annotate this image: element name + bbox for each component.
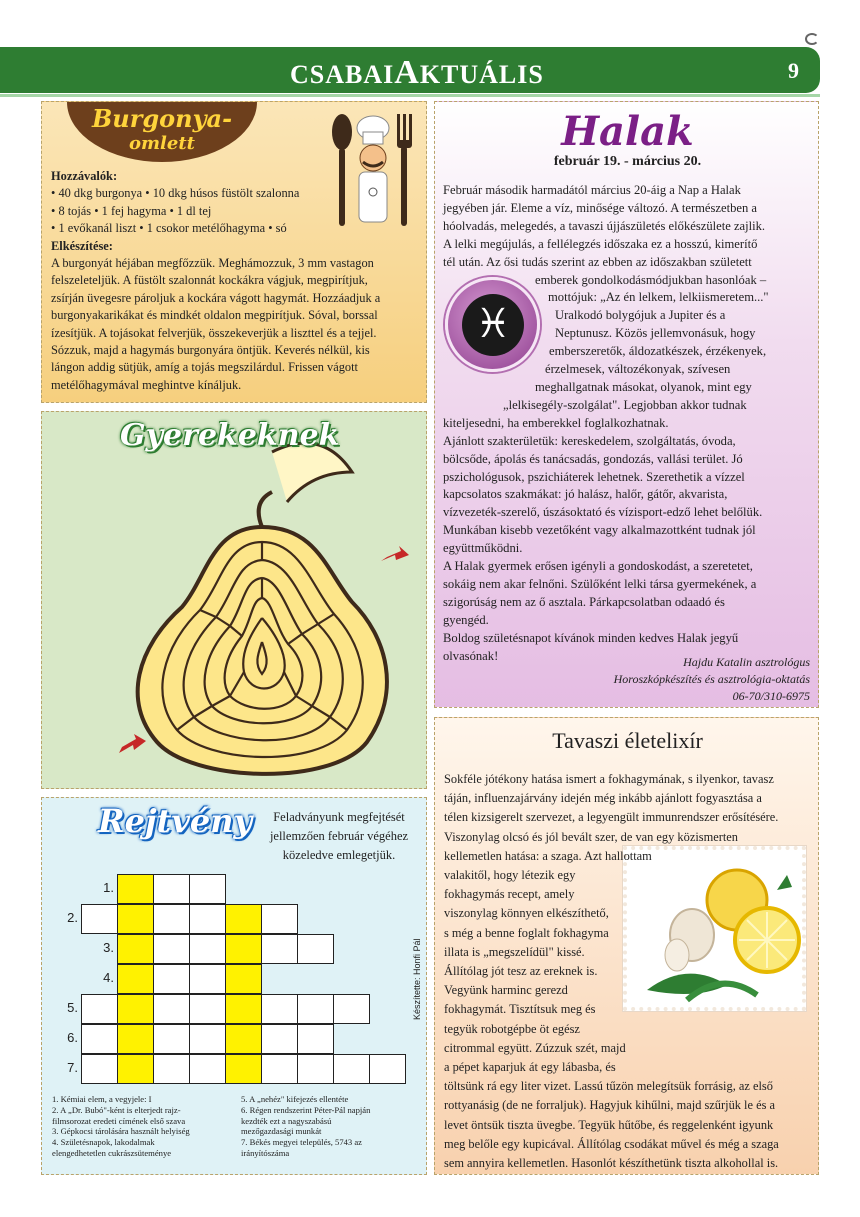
crossword-row-1 — [118, 874, 226, 904]
crossword-cell[interactable] — [81, 1054, 118, 1084]
horoscope-dates: február 19. - március 20. — [553, 154, 702, 169]
puzzle-intro: Feladványunk megfejtését jellemzően február végéhez közeledve emlegetjük. — [269, 810, 409, 862]
horoscope-line: kiteljesedni, ha emberekkel foglalkozhatnak. — [443, 415, 669, 430]
elixir-panel — [434, 717, 819, 1175]
recipe-title-line1: Burgonya- — [91, 104, 233, 133]
method-line: ízesítjük. A tojásokat felverjük, összekeverjük a liszttel és a tejjel. — [51, 325, 377, 340]
method-line: lángon addig sütjük, amíg a tojás megszilárdul. Frissen vágott — [51, 360, 358, 375]
crossword-cell[interactable] — [153, 994, 190, 1024]
clue-line: kezdték ezt a nagyszabású — [241, 1115, 332, 1126]
clues-right — [241, 1094, 421, 1159]
crossword-cell[interactable] — [225, 1054, 262, 1084]
horoscope-line: Ajánlott szakterületük: kereskedelem, szolgáltatás, óvoda, — [443, 433, 736, 448]
clue-line: filmsorozat eredeti címének első szava — [52, 1115, 186, 1126]
crossword-cell[interactable] — [153, 874, 190, 904]
crossword-cell[interactable] — [81, 994, 118, 1024]
crossword-cell[interactable] — [225, 964, 262, 994]
crossword-cell[interactable] — [153, 934, 190, 964]
crossword-cell[interactable] — [189, 874, 226, 904]
swirl-ornament-icon — [805, 33, 819, 45]
method-heading: Elkészítése: — [51, 238, 113, 253]
elixir-line: rottyanásig (de ne forraljuk). Hagyjuk kihűlni, majd szűrjük le és a — [444, 1098, 776, 1113]
page-number: 9 — [788, 58, 799, 83]
ingredient-line: • 1 evőkanál liszt • 1 csokor metélőhagyma • só — [51, 220, 421, 237]
horoscope-line: gyengéd. — [443, 612, 489, 627]
elixir-line: valakitől, hogy létezik egy — [444, 868, 576, 883]
crossword-cell[interactable] — [297, 1024, 334, 1054]
puzzle-title: Rejtvény — [98, 802, 253, 840]
horoscope-line: olvasónak! — [443, 648, 499, 663]
recipe-panel — [41, 101, 427, 403]
elixir-line: citrommal együtt. Zúzzuk szét, majd — [444, 1040, 626, 1055]
method-line: felszeleteljük. A füstölt szalonnát kockákra vágjuk, megpirítjuk, — [51, 273, 368, 288]
elixir-line: levet öntsük tiszta üvegbe. Tegyük hűtőbe, és reggelenként igyunk — [444, 1117, 774, 1132]
crossword-row-6 — [82, 1024, 334, 1054]
elixir-line: Vegyünk harminc gerezd — [444, 983, 568, 998]
horoscope-line: Február második harmadától március 20-áig a Nap a Halak — [443, 183, 741, 197]
horoscope-line: „lelkisegély-szolgálat". Legjobban akkor tudnak — [503, 397, 747, 412]
crossword-cell[interactable] — [297, 934, 334, 964]
elixir-line: Állítólag jót tesz az ereknek is. — [444, 964, 598, 979]
masthead — [290, 54, 544, 92]
signature-name: Hajdu Katalin asztrológus — [683, 655, 810, 669]
crossword-cell[interactable] — [261, 1054, 298, 1084]
masthead-part2-rest: KTUÁLIS — [419, 60, 544, 89]
clues-left — [52, 1094, 240, 1159]
clue-line: 5. A „nehéz" kifejezés ellentéte — [241, 1094, 349, 1104]
horoscope-line: tél után. Az ősi tudás szerint az ebben az időszakban született — [443, 254, 752, 269]
crossword-cell[interactable] — [333, 1054, 370, 1084]
horoscope-line: vízvezeték-szerelő, úszásoktató és vízisport-edző lehet belőlük. — [443, 505, 763, 520]
horoscope-line: érzelmesek, változékonyak, szívesen — [545, 362, 731, 377]
ingredients-heading: Hozzávalók: — [51, 169, 118, 183]
crossword-cell[interactable] — [117, 874, 154, 904]
signature-service: Horoszkópkészítés és asztrológia-oktatás — [613, 672, 810, 686]
horoscope-line: hóolvadás, melegedés, a tavaszi újjászületés előkészülete zajlik. — [443, 218, 766, 233]
crossword-cell[interactable] — [81, 904, 118, 934]
elixir-line: a pépet kaparjuk át egy lábasba, és — [444, 1060, 616, 1075]
masthead-part2-initial: A — [394, 54, 420, 91]
crossword-cell[interactable] — [261, 994, 298, 1024]
method-line: burgonyakarikákat és mindkét oldalon megpirítjuk. Sóval, borssal — [51, 308, 378, 323]
ingredient-line: • 40 dkg burgonya • 10 dkg húsos füstölt szalonna — [51, 185, 421, 202]
crossword-cell[interactable] — [297, 1054, 334, 1084]
crossword-cell[interactable] — [117, 1054, 154, 1084]
signature-phone: 06-70/310-6975 — [732, 689, 810, 703]
method-line: zsírján üvegesre pároljuk a kockára vágott hagymát. Hozzáadjuk a — [51, 290, 381, 305]
clue-line: elengedhetetlen cukrászsüteménye — [52, 1147, 172, 1158]
elixir-line: viszonylag könnyen elkészíthető, — [444, 906, 609, 921]
row-label: 6. — [67, 1030, 78, 1045]
horoscope-line: sokáig nem akar felnőni. Szülőként lelki társa gyermekének, a — [443, 576, 757, 591]
horoscope-line: emberszeretők, áldozatkészek, érzékenyek, — [549, 344, 767, 359]
horoscope-line: mottójuk: „Az én lelkem, lelkiismeretem..." — [548, 290, 769, 305]
kids-panel — [41, 411, 427, 789]
elixir-line: sem annyira kellemetlen. Hasonlót készíthetünk tiszta alkohollal is. — [444, 1156, 779, 1171]
clue-line: 7. Békés megyei település, 5743 az — [241, 1137, 362, 1148]
recipe-body — [51, 168, 421, 394]
crossword-cell[interactable] — [225, 904, 262, 934]
row-label: 2. — [67, 910, 78, 925]
row-label: 1. — [103, 880, 114, 895]
elixir-line: s még a benne foglalt fokhagyma — [444, 925, 609, 940]
crossword-cell[interactable] — [189, 1054, 226, 1084]
row-label: 3. — [103, 940, 114, 955]
crossword-row-5 — [82, 994, 370, 1024]
elixir-text — [444, 770, 816, 1173]
horoscope-line: A lelki megújulás, a fellélegzés időszaka ez a hosszú, kimerítő — [443, 236, 758, 251]
clue-line: 6. Régen rendszerint Péter-Pál napján — [241, 1104, 371, 1115]
crossword-cell[interactable] — [261, 1024, 298, 1054]
horoscope-line: bölcsőde, ápolás és tanácsadás, gondozás, vallási terület. Jó — [443, 451, 743, 466]
elixir-line: kellemetlen hatása: a szaga. Azt hallottam — [444, 848, 652, 863]
horoscope-text — [443, 182, 815, 665]
horoscope-line: kapcsolatos szakmákat: jó halász, halőr, gátőr, akvarista, — [443, 487, 728, 502]
horoscope-line: Boldog születésnapot kívánok minden kedves Halak jegyű — [443, 630, 739, 645]
crossword-cell[interactable] — [333, 994, 370, 1024]
clue-line: mezőgazdasági munkát — [241, 1126, 322, 1137]
horoscope-line: meghallgatnak másokat, olyanok, mint egy — [535, 379, 752, 394]
crossword-cell[interactable] — [297, 994, 334, 1024]
method-line: A burgonyát héjában megfőzzük. Meghámozzuk, 3 mm vastagon — [51, 256, 374, 271]
elixir-line: télen kizsigerelt szervezet, a legyengült immunrendszer erősítésére. — [444, 810, 779, 825]
horoscope-line: Munkában kisebb vezetőként vagy alkalmazottként tudnak jól — [443, 523, 756, 538]
masthead-part1: CSABAI — [290, 60, 395, 89]
pisces-glyph-icon: ♓ — [462, 294, 524, 356]
method-line: metélőhagymával meghintve kínáljuk. — [51, 377, 242, 392]
recipe-title-badge — [67, 102, 257, 162]
elixir-line: fokhagymás recept, amely — [444, 887, 575, 902]
crossword-row-7 — [82, 1054, 406, 1084]
horoscope-line: Uralkodó bolygójuk a Jupiter és a — [555, 308, 726, 323]
crossword-cell[interactable] — [189, 964, 226, 994]
method-line: Sózzuk, majd a hagymás burgonyára öntjük. Keverés nélkül, kis — [51, 343, 370, 358]
row-label: 4. — [103, 970, 114, 985]
crossword-cell[interactable] — [189, 1024, 226, 1054]
elixir-line: illata is „megszelídül" kissé. — [444, 944, 585, 959]
horoscope-line: pszichológusok, pszichiáterek lehetnek. Szerethetik a vízzel — [443, 469, 745, 484]
crossword-cell[interactable] — [369, 1054, 406, 1084]
clue-line: 2. A „Dr. Bubó"-ként is elterjedt rajz- — [52, 1104, 181, 1115]
crossword-cell[interactable] — [117, 994, 154, 1024]
crossword-cell[interactable] — [117, 934, 154, 964]
row-label: 5. — [67, 1000, 78, 1015]
recipe-title-line2: omlett — [129, 133, 195, 154]
crossword-row-3 — [118, 934, 334, 964]
crossword-cell[interactable] — [153, 964, 190, 994]
puzzle-author: Készítette: Honfi Pál — [412, 938, 422, 1020]
crossword-row-2 — [82, 904, 298, 934]
horoscope-signature — [614, 654, 810, 705]
crossword-cell[interactable] — [261, 934, 298, 964]
elixir-line: Sokféle jótékony hatása ismert a fokhagymának, s ilyenkor, tavasz — [444, 772, 774, 786]
elixir-line: meg belőle egy kupicával. Állítólag csodákat művel és még a szaga — [444, 1136, 779, 1151]
crossword-cell[interactable] — [117, 964, 154, 994]
elixir-line: táján, influenzajárvány idején még inkább ajánlott fogyasztása a — [444, 791, 762, 806]
horoscope-line: A Halak gyermek erősen igényli a gondoskodást, a szeretetet, — [443, 559, 753, 574]
crossword-cell[interactable] — [81, 1024, 118, 1054]
crossword-cell[interactable] — [153, 1054, 190, 1084]
clue-line: 3. Gépkocsi tárolására használt helyiség — [52, 1126, 190, 1137]
pear-maze[interactable] — [112, 432, 412, 787]
horoscope-line: emberek gondolkodásmódjukban hasonlóak – — [535, 272, 767, 287]
horoscope-line: jegyében jár. Eleme a víz, minősége változó. A természetben a — [443, 200, 758, 215]
kids-title: Gyerekeknek — [120, 418, 340, 453]
crossword-cell[interactable] — [153, 904, 190, 934]
clue-line: 1. Kémiai elem, a vegyjele: I — [52, 1094, 152, 1104]
elixir-line: fokhagymát. Tisztítsuk meg és — [444, 1002, 596, 1017]
horoscope-line: Neptunusz. Közös jellemvonásuk, hogy — [555, 326, 756, 341]
clue-line: 4. Születésnapok, lakodalmak — [52, 1137, 155, 1148]
puzzle-panel — [41, 797, 427, 1175]
crossword-cell[interactable] — [189, 934, 226, 964]
horoscope-line: szigorúság nem az ő asztala. Párkapcsolatban odaadó és — [443, 594, 725, 609]
horoscope-title: Halak — [561, 108, 694, 155]
elixir-line: Viszonylag olcsó és jól bevált szer, de van egy közismerten — [444, 829, 738, 844]
clue-line: irányítószáma — [241, 1147, 290, 1158]
horoscope-line: együttműködni. — [443, 541, 523, 556]
crossword-cell[interactable] — [189, 994, 226, 1024]
row-label: 7. — [67, 1060, 78, 1075]
crossword-cell[interactable] — [225, 934, 262, 964]
crossword-cell[interactable] — [117, 1024, 154, 1054]
crossword-cell[interactable] — [117, 904, 154, 934]
crossword-cell[interactable] — [153, 1024, 190, 1054]
crossword-cell[interactable] — [189, 904, 226, 934]
crossword-cell[interactable] — [225, 994, 262, 1024]
ingredient-line: • 8 tojás • 1 fej hagyma • 1 dl tej — [51, 203, 421, 220]
crossword-row-4 — [118, 964, 262, 994]
elixir-title: Tavaszi életelixír — [552, 728, 703, 753]
horoscope-panel — [434, 101, 819, 708]
crossword-cell[interactable] — [225, 1024, 262, 1054]
crossword-cell[interactable] — [261, 904, 298, 934]
elixir-line: tegyük robotgépbe öt egész — [444, 1021, 580, 1036]
elixir-line: töltsünk rá egy liter vizet. Lassú tűzön melegítsük forrásig, az első — [444, 1079, 773, 1094]
